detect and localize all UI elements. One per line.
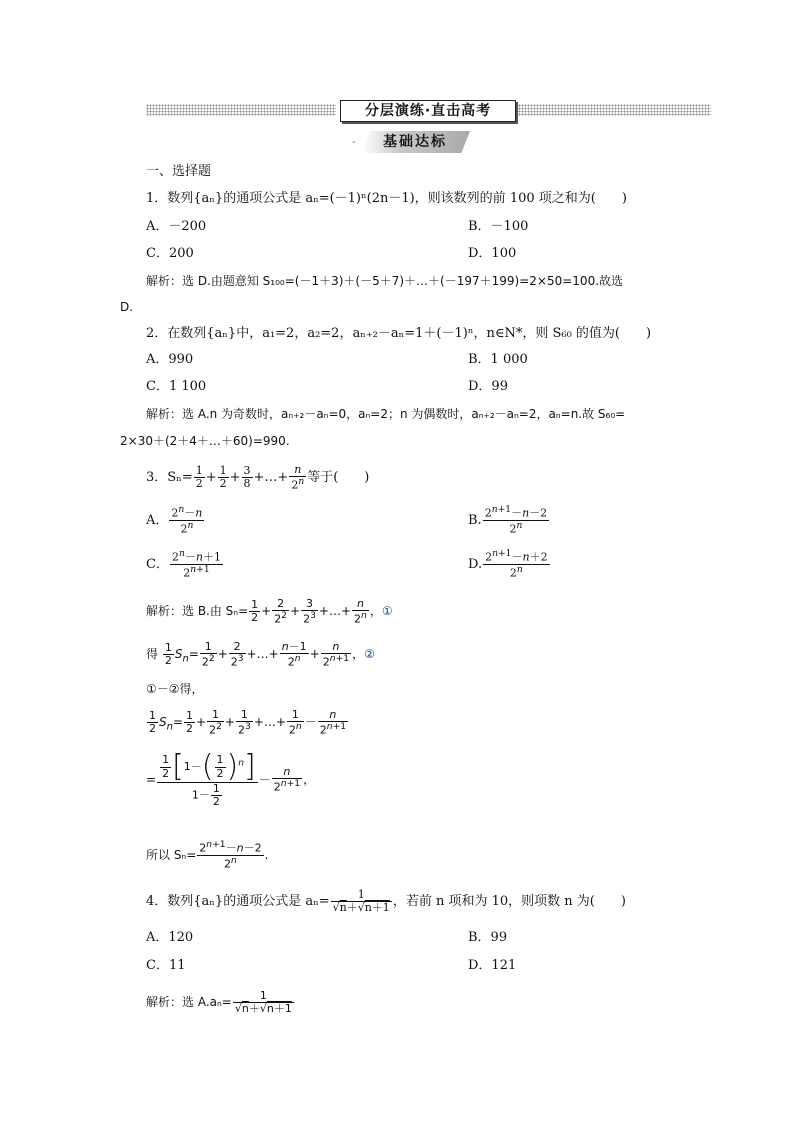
equation-mark-1: ① bbox=[381, 604, 393, 618]
dotted-rule-right bbox=[518, 104, 711, 116]
q3-solution-step4: = $\frac{1}{2}$ [1－( $\frac{1}{2}$ )$^n$] 1－ $\frac{1}{2}$ － $\frac{n}{2^{n+1}}$ ， bbox=[146, 749, 316, 809]
header-banner bbox=[146, 100, 711, 120]
q3-option-b: B. $\frac{2^{n+1}-n-2}{2^n}$ bbox=[468, 504, 548, 536]
q4-solution: 解析：选 A.aₙ= $\frac{1}{√n+√n+1}$ bbox=[146, 988, 292, 1015]
q3-solution-lead: 解析：选 B.由 Sₙ= bbox=[146, 604, 249, 618]
q4-stem: 4．数列{aₙ}的通项公式是 aₙ= $\frac{1}{√n+√n+1}$ ，若前 n 项和为 10，则项数 n 为( ) bbox=[146, 887, 626, 914]
q3-solution-step1: 解析：选 B.由 Sₙ= $\frac{1}{2}$ + $\frac{2}{2^2}$ + $\frac{3}{2^3}$ +…+ $\frac{n}{2^n}$ ，① bbox=[146, 596, 393, 626]
equation-mark-2: ② bbox=[364, 647, 375, 661]
q4-stem-pre: 4．数列{aₙ}的通项公式是 aₙ= bbox=[146, 894, 330, 909]
q4-option-b: B．99 bbox=[468, 930, 508, 945]
q3-de: 得 bbox=[146, 647, 159, 661]
q3-solution-result: 所以 Sₙ= $\frac{2^{n+1}-n-2}{2^n}$ . bbox=[146, 839, 269, 871]
q2-option-d: D．99 bbox=[468, 379, 508, 394]
q3-tail: 等于( ) bbox=[307, 470, 370, 485]
q1-option-b: B．－100 bbox=[468, 219, 529, 234]
q3-option-c: C． $\frac{2^n-n+1}{2^{n+1}}$ bbox=[146, 548, 221, 580]
q3-option-a-label: A． bbox=[146, 513, 169, 528]
q1-option-a: A．－200 bbox=[146, 219, 207, 234]
q2-solution-line1: 解析：选 A.n 为奇数时，aₙ₊₂－aₙ=0，aₙ=2；n 为偶数时，aₙ₊₂－aₙ=2，aₙ=n.故 S₆₀= bbox=[146, 407, 626, 421]
sub-banner-title: 基础达标 bbox=[383, 134, 447, 150]
q3-suoyi: 所以 Sₙ= bbox=[146, 848, 197, 862]
q1-option-d: D．100 bbox=[468, 246, 517, 261]
q3-option-d-label: D. bbox=[468, 557, 483, 572]
q4-stem-post: ，若前 n 项和为 10，则项数 n 为( ) bbox=[392, 894, 626, 909]
section-title: 一、选择题 bbox=[146, 164, 212, 179]
q1-solution-line2: D. bbox=[120, 300, 134, 314]
q2-stem: 2．在数列{aₙ}中，a₁=2，a₂=2，aₙ₊₂－aₙ=1＋(－1)ⁿ，n∈N*，则 S₆₀ 的值为( ) bbox=[146, 326, 652, 341]
q3-solution-step3: $\frac{1}{2}$ $S_n=$ $\frac{1}{2}$ + $\frac{1}{2^2}$ + $\frac{1}{2^3}$ +…+ $\frac{1}{2^n}$ － $\frac{n}{2^{n+1}}$ bbox=[149, 707, 347, 737]
q4-solution-lead: 解析：选 A.aₙ= bbox=[146, 995, 232, 1009]
q4-option-d: D．121 bbox=[468, 958, 517, 973]
q2-option-a: A．990 bbox=[146, 352, 194, 367]
q3-solution-step2: 得 $\frac{1}{2}$ $S_n=$ $\frac{1}{2^2}$ + $\frac{2}{2^3}$ +…+ $\frac{n-1}{2^n}$ + $\frac{n}{2^{n+1}}$ ，② bbox=[146, 639, 375, 669]
banner-title: 分层演练·直击高考 bbox=[340, 100, 516, 122]
q3-option-c-label: C． bbox=[146, 557, 169, 572]
q4-option-c: C．11 bbox=[146, 958, 186, 973]
q3-stem: 3．Sₙ= $\frac{1}{2}$ + $\frac{1}{2}$ + $\frac{3}{8}$ +…+ $\frac{n}{2^n}$ 等于( ) bbox=[146, 462, 370, 492]
q4-option-a: A．120 bbox=[146, 930, 194, 945]
q2-option-c: C．1 100 bbox=[146, 379, 207, 394]
q1-stem: 1．数列{aₙ}的通项公式是 aₙ=(－1)ⁿ(2n－1)，则该数列的前 100 项之和为( ) bbox=[146, 191, 627, 206]
q3-lead: 3．Sₙ= bbox=[146, 470, 193, 485]
sub-banner bbox=[352, 131, 470, 153]
q2-solution-line2: 2×30＋(2＋4＋…＋60)=990. bbox=[120, 434, 290, 448]
q3-option-a: A． $\frac{2^n-n}{2^n}$ bbox=[146, 504, 203, 536]
q1-solution-line1: 解析：选 D.由题意知 S₁₀₀=(－1＋3)＋(－5＋7)＋…＋(－197＋199)=2×50=100.故选 bbox=[146, 274, 624, 288]
q3-option-d: D. $\frac{2^{n+1}-n+2}{2^n}$ bbox=[468, 548, 548, 580]
q3-solution-diff: ①－②得， bbox=[146, 682, 204, 696]
q3-option-b-label: B. bbox=[468, 513, 482, 528]
q1-option-c: C．200 bbox=[146, 246, 194, 261]
dotted-rule-left bbox=[146, 104, 336, 116]
quote-mark-icon: ‟ bbox=[352, 140, 357, 149]
q2-option-b: B．1 000 bbox=[468, 352, 528, 367]
